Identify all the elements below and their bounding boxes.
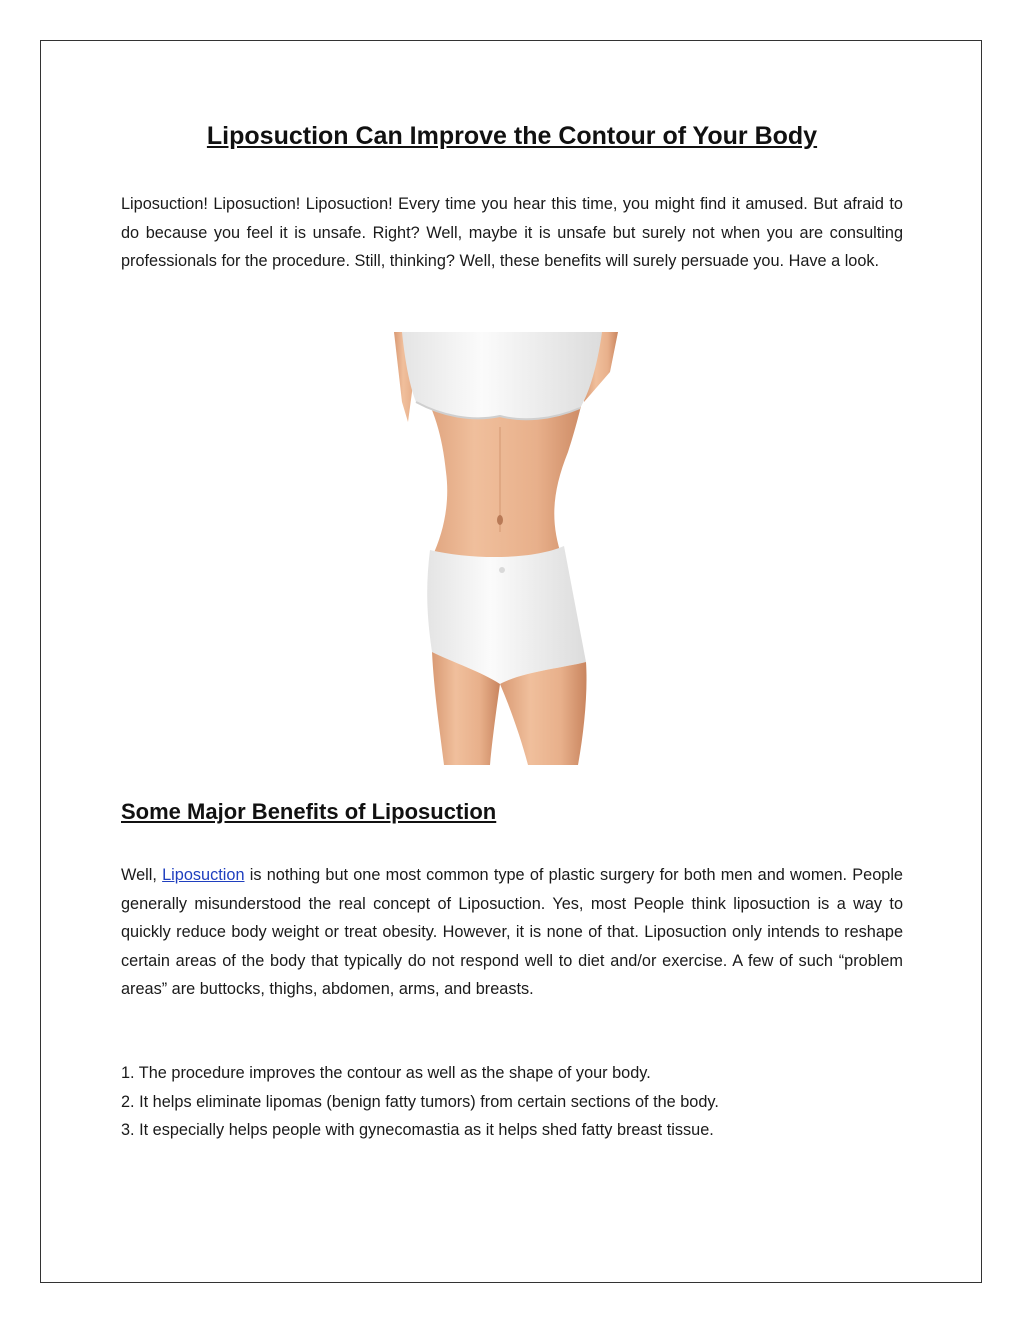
list-item: 2. It helps eliminate lipomas (benign fatty tumors) from certain sections of the body. [121, 1092, 719, 1111]
intro-paragraph: Liposuction! Liposuction! Liposuction! Every time you hear this time, you might find it amused. But afraid to do because you feel it is unsafe. Right? Well, maybe it is unsafe but surely not when you are consulting professionals for the procedure. Still, thinking? Well, these benefits will surely persuade you. Have a look. [121, 195, 903, 270]
body-prefix: Well, [121, 866, 163, 884]
page-title: Liposuction Can Improve the Contour of Your Body [206, 122, 818, 150]
list-item: 1. The procedure improves the contour as well as the shape of your body. [121, 1064, 651, 1082]
body-rest: is nothing but one most common type of plastic surgery for both men and women. People generally misunderstood the real concept of Liposuction. Yes, most People think liposuction is a way to quickly reduce body weight or treat obesity. However, it is none of that. Liposuction only intends to reshape certain areas of the body that typically do not respond well to diet and/or exercise. A few of such “problem areas” are buttocks, thighs, abdomen, arms, and breasts. [121, 866, 903, 998]
benefits-paragraph [121, 861, 903, 1004]
body-contour-image [372, 332, 622, 765]
list-item: 3. It especially helps people with gynecomastia as it helps shed fatty breast tissue. [121, 1121, 714, 1139]
section-heading: Some Major Benefits of Liposuction [121, 799, 497, 824]
benefits-list [121, 1059, 903, 1145]
liposuction-link[interactable]: Liposuction [162, 866, 245, 884]
